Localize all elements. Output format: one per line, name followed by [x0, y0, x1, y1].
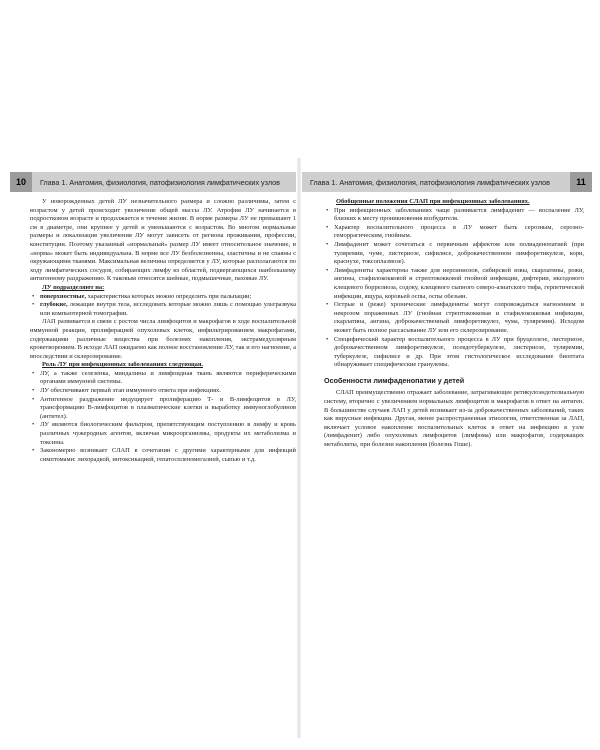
- list-item: • ЛУ обеспечивают первый этап иммунного ответа при инфекциях.: [30, 387, 296, 396]
- list-item: • Лимфадениты характерны также для иерсиниозов, сибирской язвы, скарлатины, рожи, ангины, стафилококковой и стрептококковой гнойной инфекции, дифтерии, иксодового клещевого боррелиоза, содоку, клещевого сыпного северо-азиатского тифа, герпетической инфекции, ящура, коровьей оспы, оспы обезьян.: [324, 267, 584, 301]
- list-item-text: характеристика которых можно определить при пальпации;: [86, 292, 252, 300]
- right-page-number: 11: [570, 172, 592, 192]
- right-paragraph-1: СЛАП преимущественно отражает заболевание, затрагивающее ретикулоэндотелиальную систему, вторично с увеличением нормальных лимфоцитов и макрофагов в ответ на антиген. В большинстве случаев ЛАП у детей возникает из-за доброкачественных заболеваний, таких как вирусные инфекции. Другая, менее распространенная этиология, ответственная за ЛАП, включает условое накопление воспалительных клеток в ответ на инфекцию в узле (лимфаденит) либо опухолевых лимфоцитов (лимфома) или макрофагов, содержащих метаболиты, при болезни накопления (болезнь Гоше).: [324, 389, 584, 449]
- right-header-title: Глава 1. Анатомия, физиология, патофизиология лимфатических узлов: [310, 177, 550, 187]
- left-paragraph-1: У новорожденных детей ЛУ незначительного размера и сложно различимы, затем с возрастом у детей происходит увеличение общей массы ЛУ. Атрофия ЛУ начинается в подростковом возрасте и продолжается в течение жизни. В норме размеры ЛУ не превышают 1 см в диаметре, они крупнее у детей и уменьшаются с возрастом. Во многом нормальные размеры и локализация увеличения ЛУ могут зависеть от региона проживания, профессии, конституции. Поэтому указанный «нормальный» размер ЛУ имеет относительное значение, и «норма» может быть индивидуальна. В норме все ЛУ безболезненны, эластичны и не спаяны с окружающими тканями. Максимальная величина определяется у ЛУ, которые располагаются по ходу лимфатических сосудов, собирающих лимфу из областей, подвергающихся наибольшему антигенному раздражению. К таковым относятся шейные, подмышечные, паховые ЛУ.: [30, 198, 296, 283]
- list-item: • Лимфаденит может сочетаться с первичным аффектом или полиаденопатией (при туляремии, чуме, листериозе, сифилисе, доброкачественном лимфоретикулезе, кори, краснухе, токсоплазмозе).: [324, 241, 584, 267]
- left-running-header: [10, 172, 296, 192]
- left-paragraph-2: ЛАП развивается в связи с ростом числа лимфоцитов и макрофагов в ходе воспалительной иммунной реакции, пролиферацией опухолевых клеток, инфильтрированием макрофагами, содержащими различные вещества при болезнях накопления, экстрамедуллярным кроветворением. В исходе ЛАП ожидаемо как полное восстановление ЛУ, так и его нагноение, а впоследствии и склерозирование.: [30, 318, 296, 360]
- right-subheading-1: Обобщенные положения СЛАП при инфекционных заболеваниях.: [336, 198, 530, 205]
- left-list-1: [30, 293, 296, 319]
- list-item: • Антигенное раздражение индуцирует пролиферацию Т- и В-лимфоцитов в ЛУ, трансформацию В-лимфоцитов в плазматические клетки и выработку иммуноглобулинов (антител).: [30, 396, 296, 422]
- list-item: • ЛУ, а также селезенка, миндалины и лимфоидная ткань являются периферическими органами иммунной системы.: [30, 370, 296, 387]
- list-item: • При инфекционных заболеваниях чаще развивается лимфаденит — воспаление ЛУ, близких к месту проникновения возбудителя.: [324, 207, 584, 224]
- list-item: [30, 301, 296, 318]
- right-section-title: Особенности лимфаденопатии у детей: [324, 375, 465, 385]
- book-spread: [0, 158, 600, 738]
- left-header-title: Глава 1. Анатомия, физиология, патофизиология лимфатических узлов: [40, 177, 280, 187]
- left-page: [10, 158, 296, 738]
- left-page-number: 10: [10, 172, 32, 192]
- list-item: • Острые и (реже) хронические лимфадениты могут сопровождаться нагноением и некрозом пораженных ЛУ (гнойная стрептококковая и стафилококковая инфекции, скарлатина, ангина, доброкачественный лимфоретикулез, чума, туляремия). Исходом может быть полное рассасывание ЛУ или его склерозирование.: [324, 301, 584, 335]
- right-list-1: [324, 207, 584, 370]
- book-gutter: [297, 158, 301, 738]
- list-item: • Закономерно возникает СЛАП в сочетании с другими характерными для инфекций симптомами: лихорадкой, интоксикацией, гепатоспленомегалией, сыпью и т.д.: [30, 447, 296, 464]
- right-page-content: [324, 198, 584, 450]
- list-item-text: лежащие внутри тела, исследовать которые можно лишь с помощью ультразвука или компьютерной томографии.: [40, 301, 296, 317]
- list-item: • Специфический характер воспалительного процесса в ЛУ при бруцеллезе, листериозе, доброкачественном лимфоретикулезе, псевдотуберкулезе, листериозе, туляремии, туберкулезе, сифилисе и др. При этом гистологическое исследование биоптата обнаруживает специфические гранулемы.: [324, 336, 584, 370]
- right-page: [302, 158, 592, 738]
- right-running-header: [302, 172, 592, 192]
- left-subheading-1: ЛУ подразделяют на:: [42, 283, 105, 291]
- list-item-term: поверхностные,: [40, 292, 87, 300]
- list-item: [30, 293, 296, 302]
- list-item-term: глубокие,: [40, 301, 68, 309]
- left-subheading-2: Роль ЛУ при инфекционных заболеваниях следующая.: [42, 361, 203, 369]
- list-item: • Характер воспалительного процесса в ЛУ может быть серозным, серозно-геморрагическим, гнойным.: [324, 224, 584, 241]
- left-list-2: [30, 370, 296, 465]
- left-page-content: [30, 198, 296, 464]
- list-item: • ЛУ являются биологическим фильтром, препятствующим поступлению в лимфу и кровь различных чужеродных агентов, включая микроорганизмы, продукты их метаболизма и токсины.: [30, 421, 296, 447]
